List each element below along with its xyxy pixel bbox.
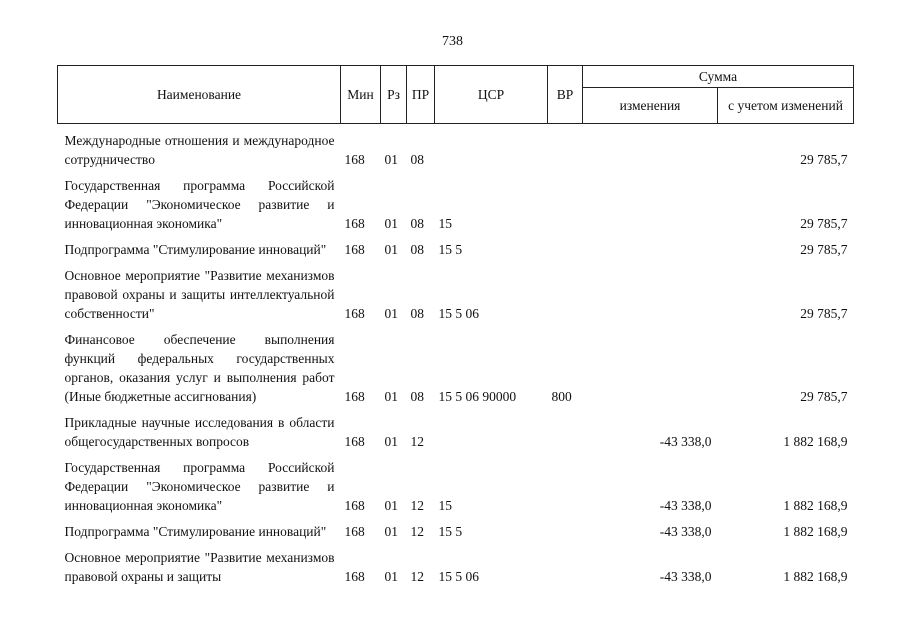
row-pr: 08 (410, 152, 424, 167)
row-csr (435, 406, 548, 451)
header-sum: Сумма (583, 66, 854, 88)
row-rz: 01 (384, 434, 398, 449)
row-change (583, 169, 718, 233)
row-total: 1 882 168,9 (783, 524, 848, 539)
row-vr (548, 259, 583, 323)
row-change (583, 323, 718, 406)
row-name: Подпрограмма "Стимулирование инноваций" (64, 242, 327, 257)
row-csr: 15 (438, 216, 452, 231)
row-pr: 12 (410, 524, 424, 539)
row-rz: 01 (384, 569, 398, 584)
row-min: 168 (344, 152, 365, 167)
table-body (58, 124, 854, 587)
row-total: 29 785,7 (800, 306, 848, 321)
row-vr (548, 169, 583, 233)
row-total: 29 785,7 (800, 152, 848, 167)
row-rz: 01 (384, 152, 398, 167)
table-row (58, 169, 854, 233)
row-min: 168 (344, 434, 365, 449)
row-vr (548, 233, 583, 259)
row-total: 29 785,7 (800, 242, 848, 257)
header-total: с учетом изменений (718, 88, 854, 124)
row-name: Государственная программа Российской Федерации "Экономическое развитие и инновационная экономика" (64, 178, 335, 231)
row-vr (548, 451, 583, 515)
row-csr: 15 (438, 498, 452, 513)
table-row (58, 515, 854, 541)
table-row (58, 541, 854, 586)
header-change: изменения (583, 88, 718, 124)
row-change: -43 338,0 (659, 524, 712, 539)
row-total: 1 882 168,9 (783, 498, 848, 513)
table-row (58, 323, 854, 406)
row-change (583, 233, 718, 259)
row-pr: 12 (410, 498, 424, 513)
row-total: 29 785,7 (800, 216, 848, 231)
row-rz: 01 (384, 524, 398, 539)
row-total: 1 882 168,9 (783, 434, 848, 449)
row-vr (548, 515, 583, 541)
row-pr: 12 (410, 569, 424, 584)
header-name: Наименование (58, 66, 341, 124)
row-csr: 15 5 06 (438, 569, 479, 584)
page-number: 738 (442, 34, 463, 49)
row-vr (548, 406, 583, 451)
row-name: Прикладные научные исследования в области общегосударственных вопросов (64, 415, 335, 449)
table-header (58, 66, 854, 124)
row-csr (435, 124, 548, 170)
row-name: Финансовое обеспечение выполнения функций федеральных государственных органов, оказания услуг и выполнения работ (Иные бюджетные ассигнования) (64, 332, 335, 404)
row-change (583, 259, 718, 323)
row-min: 168 (344, 498, 365, 513)
row-name: Основное мероприятие "Развитие механизмов правовой охраны и защиты (64, 550, 335, 584)
row-min: 168 (344, 242, 365, 257)
row-min: 168 (344, 524, 365, 539)
row-min: 168 (344, 306, 365, 321)
header-min: Мин (341, 66, 381, 124)
row-pr: 12 (410, 434, 424, 449)
row-name: Государственная программа Российской Федерации "Экономическое развитие и инновационная экономика" (64, 460, 335, 513)
row-vr (548, 124, 583, 170)
header-csr: ЦСР (435, 66, 548, 124)
table-row (58, 124, 854, 170)
row-vr: 800 (551, 389, 572, 404)
budget-table (57, 65, 854, 586)
row-min: 168 (344, 389, 365, 404)
header-pr: ПР (407, 66, 435, 124)
row-rz: 01 (384, 389, 398, 404)
row-csr: 15 5 06 90000 (438, 389, 517, 404)
row-min: 168 (344, 216, 365, 231)
row-name: Подпрограмма "Стимулирование инноваций" (64, 524, 327, 539)
row-rz: 01 (384, 242, 398, 257)
row-rz: 01 (384, 306, 398, 321)
row-total: 29 785,7 (800, 389, 848, 404)
row-total: 1 882 168,9 (783, 569, 848, 584)
table-row (58, 406, 854, 451)
table-row (58, 451, 854, 515)
row-csr: 15 5 (438, 524, 463, 539)
row-change: -43 338,0 (659, 434, 712, 449)
header-vr: ВР (548, 66, 583, 124)
row-min: 168 (344, 569, 365, 584)
row-pr: 08 (410, 389, 424, 404)
row-pr: 08 (410, 242, 424, 257)
row-name: Основное мероприятие "Развитие механизмов правовой охраны и защиты интеллектуальной собственности" (64, 268, 335, 321)
row-csr: 15 5 06 (438, 306, 479, 321)
row-csr: 15 5 (438, 242, 463, 257)
row-rz: 01 (384, 498, 398, 513)
row-pr: 08 (410, 216, 424, 231)
row-name: Международные отношения и международное сотрудничество (64, 133, 335, 167)
header-rz: Рз (381, 66, 407, 124)
table-row (58, 259, 854, 323)
row-rz: 01 (384, 216, 398, 231)
row-pr: 08 (410, 306, 424, 321)
row-change: -43 338,0 (659, 569, 712, 584)
row-change: -43 338,0 (659, 498, 712, 513)
row-change (583, 124, 718, 170)
table-row (58, 233, 854, 259)
row-vr (548, 541, 583, 586)
